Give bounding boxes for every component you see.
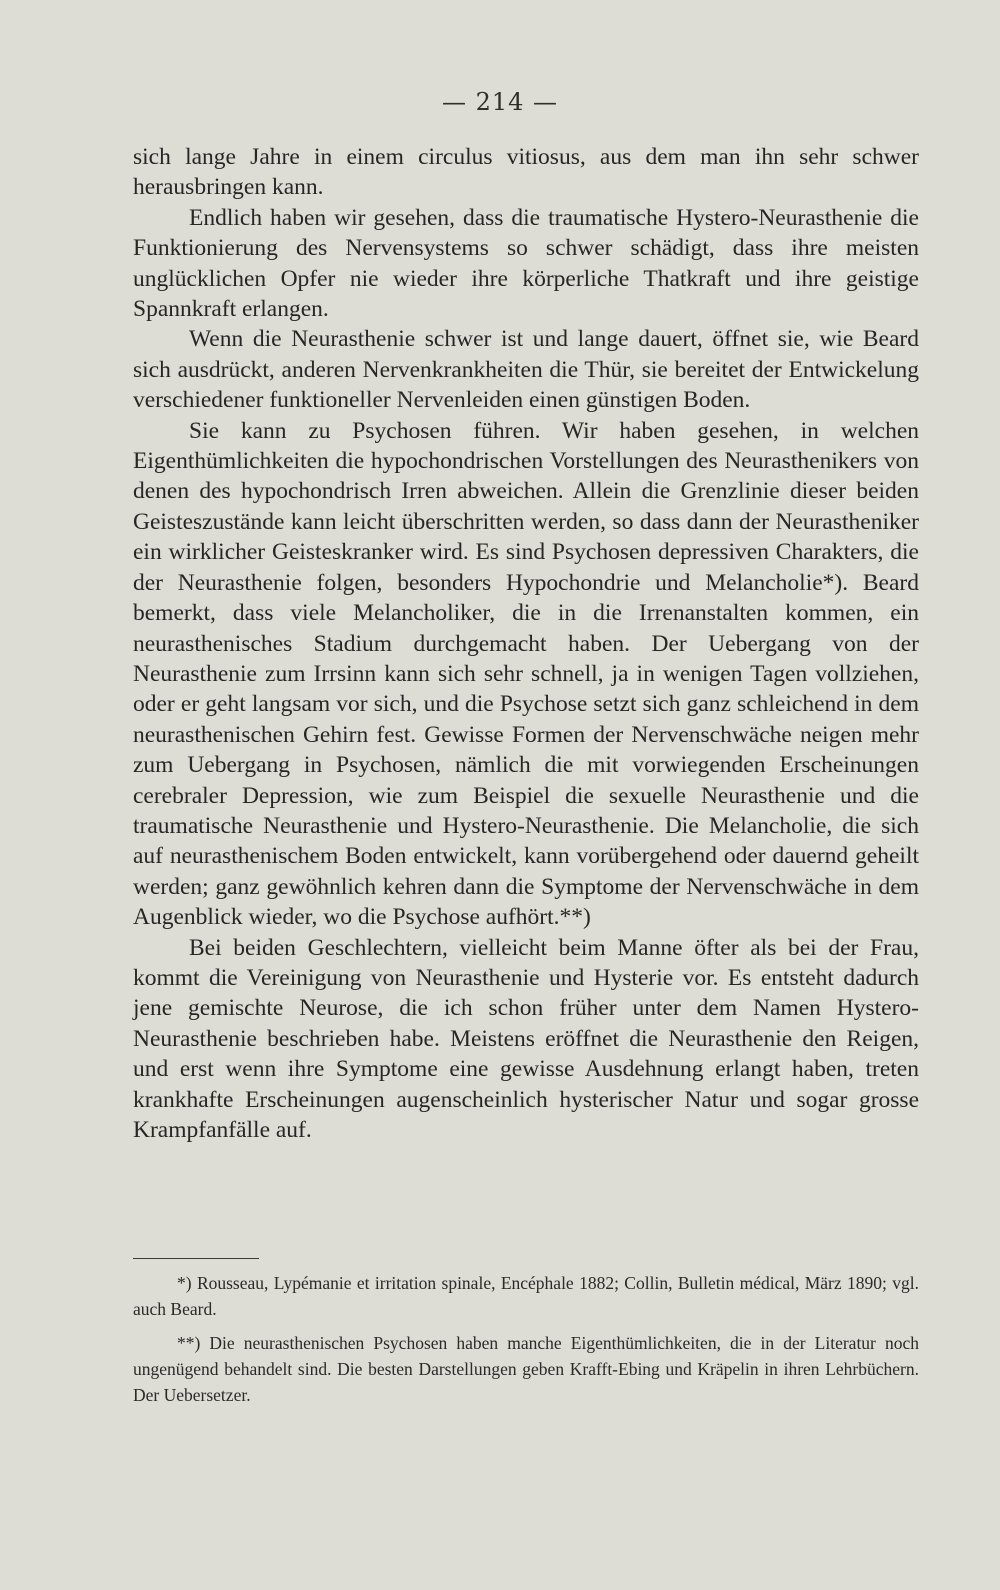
paragraph: Sie kann zu Psychosen führen. Wir haben gesehen, in welchen Eigenthümlichkeiten die hypochondrischen Vorstellungen des Neurasthenikers von denen des hypochondrisch Irren abweichen. Allein die Grenzlinie dieser beiden Geisteszustände kann leicht überschritten werden, so dass dann der Neurastheniker ein wirklicher Geisteskranker wird. Es sind Psychosen depressiven Charakters, die der Neurasthenie folgen, besonders Hypochondrie und Melancholie*). Beard bemerkt, dass viele Melancholiker, die in die Irrenanstalten kommen, ein neurasthenisches Stadium durchgemacht haben. Der Uebergang von der Neurasthenie zum Irrsinn kann sich sehr schnell, ja in wenigen Tagen vollziehen, oder er geht langsam vor sich, und die Psychose setzt sich ganz schleichend in dem neurasthenischen Gehirn fest. Gewisse Formen der Nervenschwäche neigen mehr zum Uebergang in Psychosen, nämlich die mit vorwiegenden Erscheinungen cerebraler Depression, wie zum Beispiel die sexuelle Neurasthenie und die traumatische Neurasthenie und Hystero-Neurasthenie. Die Melancholie, die sich auf neurasthenischem Boden entwickelt, kann vorübergehend oder dauernd geheilt werden; ganz gewöhnlich kehren dann die Symptome der Nervenschwäche in dem Augenblick wieder, wo die Psychose aufhört.**) — [133, 417, 919, 931]
footnotes — [133, 1270, 919, 1416]
page-number-header: — 214 — — [441, 88, 559, 116]
footnote-2: **) Die neurasthenischen Psychosen haben manche Eigenthümlichkeiten, die in der Literatur noch ungenügend behandelt sind. Die besten Darstellungen geben Krafft-Ebing und Kräpelin in ihren Lehrbüchern. Der Uebersetzer. — [133, 1333, 919, 1405]
footnote-1: *) Rousseau, Lypémanie et irritation spinale, Encéphale 1882; Collin, Bulletin médical, März 1890; vgl. auch Beard. — [133, 1273, 919, 1319]
paragraph: Bei beiden Geschlechtern, vielleicht beim Manne öfter als bei der Frau, kommt die Vereinigung von Neurasthenie und Hysterie vor. Es entsteht dadurch jene gemischte Neurose, die ich schon früher unter dem Namen Hystero-Neurasthenie beschrieben habe. Meistens eröffnet die Neurasthenie den Reigen, und erst wenn ihre Symptome eine gewisse Ausdehnung erlangt haben, treten krankhafte Erscheinungen augenscheinlich hysterischer Natur und sogar grosse Krampfanfälle auf. — [133, 934, 919, 1143]
paragraph: Endlich haben wir gesehen, dass die traumatische Hystero-Neurasthenie die Funktionierung des Nervensystems so schwer schädigt, dass ihre meisten unglücklichen Opfer nie wieder ihre körperliche Thatkraft und ihre geistige Spannkraft erlangen. — [133, 204, 919, 323]
footnote-divider — [133, 1258, 259, 1259]
paragraph: Wenn die Neurasthenie schwer ist und lange dauert, öffnet sie, wie Beard sich ausdrückt, anderen Nervenkrankheiten die Thür, sie bereitet der Entwickelung verschiedener funktioneller Nervenleiden einen günstigen Boden. — [133, 326, 919, 414]
main-text — [133, 142, 919, 1145]
paragraph-continuation: sich lange Jahre in einem circulus vitiosus, aus dem man ihn sehr schwer herausbringen kann. — [133, 144, 919, 201]
